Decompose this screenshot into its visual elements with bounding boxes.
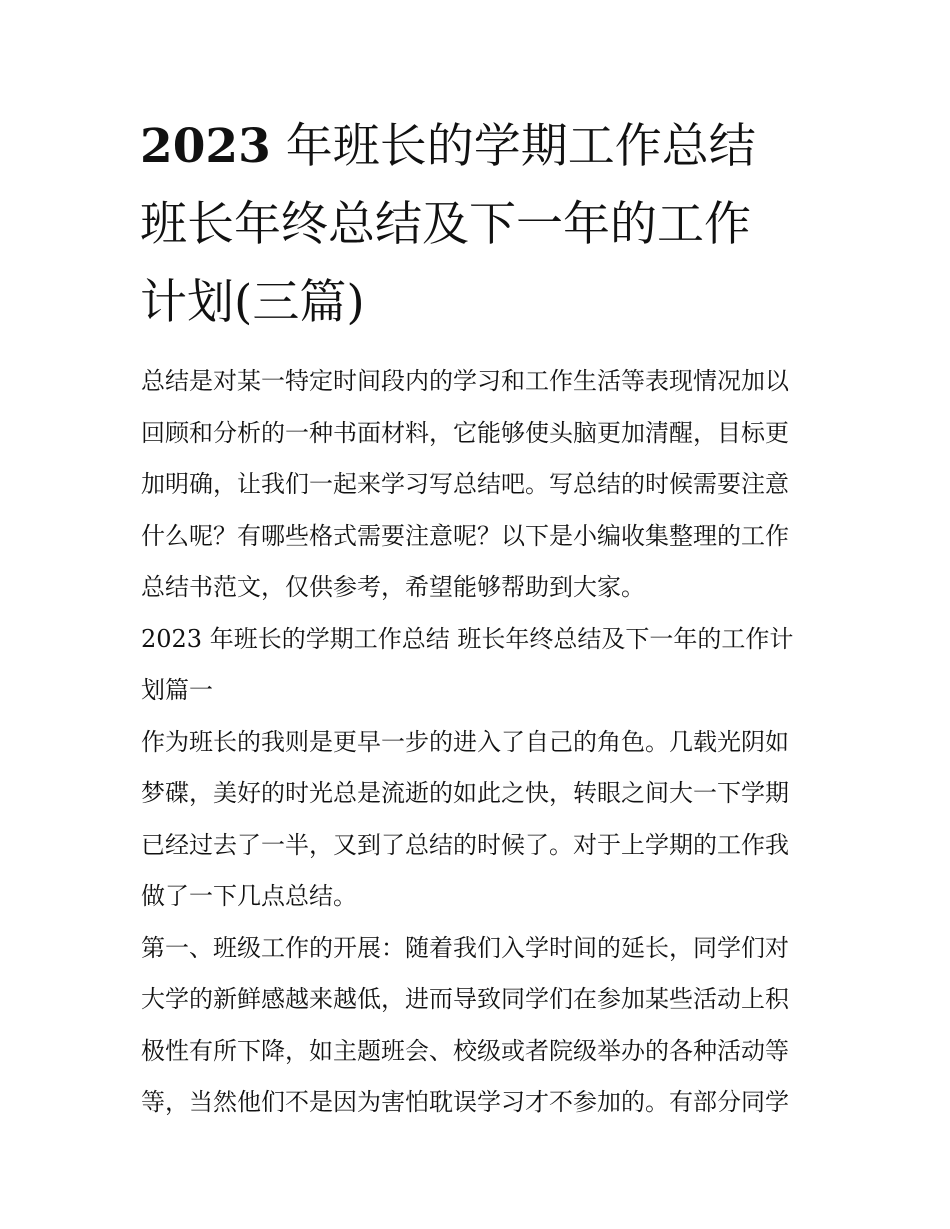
intro-line: 总结书范文，仅供参考，希望能够帮助到大家。 [141,573,645,601]
intro-line: 什么呢？有哪些格式需要注意呢？以下是小编收集整理的工作 [141,521,789,550]
paragraph-line: 做了一下几点总结。 [141,882,357,910]
paragraph-line: 极性有所下降，如主题班会、校级或者院级举办的各种活动等 [141,1036,789,1065]
paragraph-line: 作为班长的我则是更早一步的进入了自己的角色。几载光阴如 [141,727,789,756]
paragraph-line: 第一、班级工作的开展：随着我们入学时间的延长，同学们对 [141,933,789,962]
title-line-1-text: 年班长的学期工作总结 [270,119,756,174]
section-heading-line: 2023 年班长的学期工作总结 班长年终总结及下一年的工作计 [141,624,794,653]
paragraph-line: 大学的新鲜感越来越低，进而导致同学们在参加某些活动上积 [141,985,789,1013]
document-body [141,356,821,1129]
intro-line: 总结是对某一特定时间段内的学习和工作生活等表现情况加以 [141,367,789,395]
title-line-2: 班长年终总结及下一年的工作 [140,197,751,252]
paragraph-line: 梦碟，美好的时光总是流逝的如此之快，转眼之间大一下学期 [141,779,789,807]
title-line-3: 计划(三篇) [140,275,365,330]
intro-line: 加明确，让我们一起来学习写总结吧。写总结的时候需要注意 [141,470,789,498]
section-heading [141,614,821,717]
paragraph-2 [141,923,821,1129]
section-heading-line: 划篇一 [141,676,213,704]
paragraph-line: 等，当然他们不是因为害怕耽误学习才不参加的。有部分同学 [141,1088,789,1116]
intro-line: 回顾和分析的一种书面材料，它能够使头脑更加清醒，目标更 [141,418,789,447]
title-year: 2023 [140,119,271,174]
paragraph-1 [141,717,821,923]
document-title [140,108,830,342]
title-line-1 [140,108,830,186]
intro-paragraph [141,356,821,614]
paragraph-line: 已经过去了一半，又到了总结的时候了。对于上学期的工作我 [141,830,789,859]
